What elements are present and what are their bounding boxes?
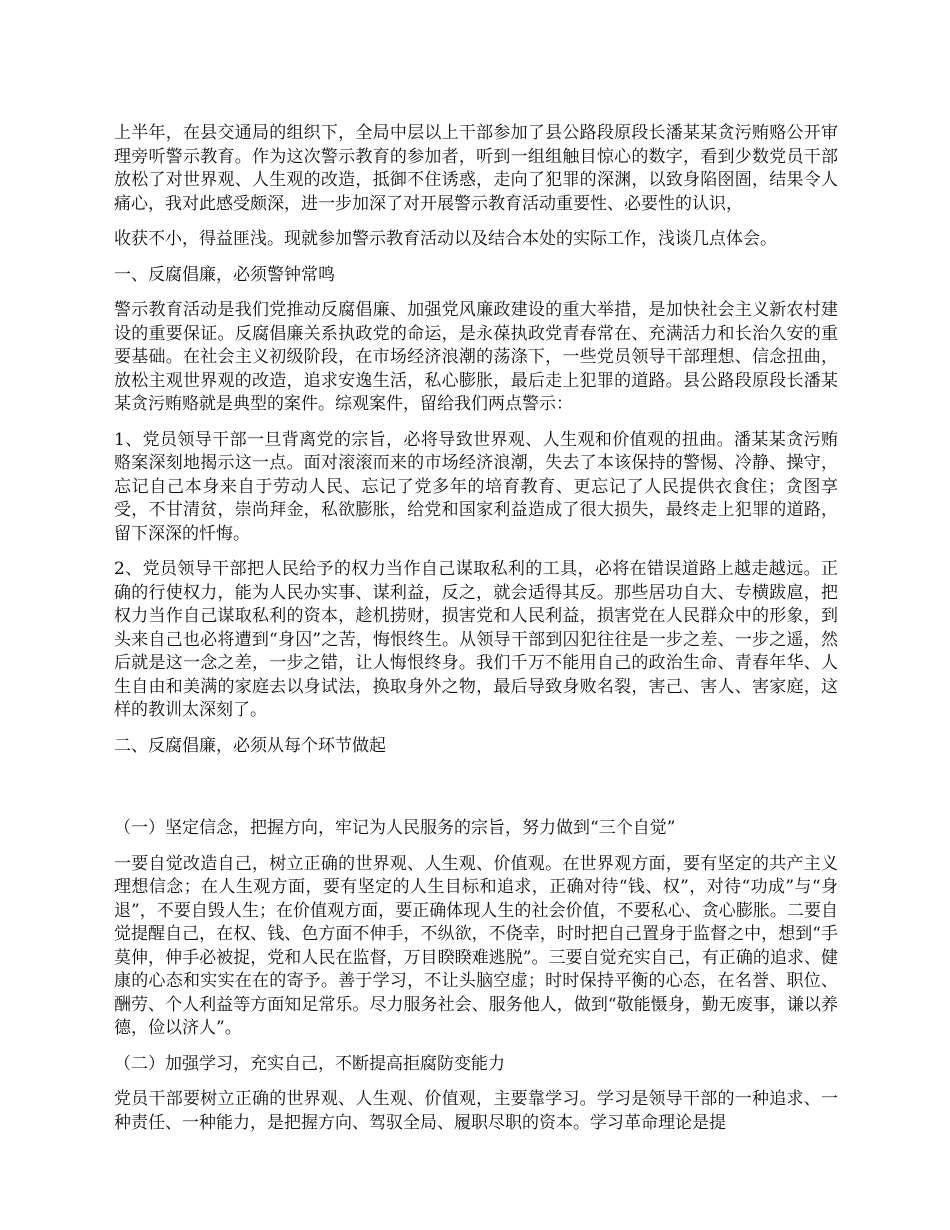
- blank-gap: [114, 770, 838, 817]
- intro-continuation: 收获不小，得益匪浅。现就参加警示教育活动以及结合本处的实际工作，浅谈几点体会。: [114, 229, 777, 249]
- subsection-heading-1: （一）坚定信念，把握方向，牢记为人民服务的宗旨，努力做到“三个自觉”: [114, 818, 676, 838]
- section-1-paragraph: 警示教育活动是我们党推动反腐倡廉、加强党风廉政建设的重大举措，是加快社会主义新农村建设的重要保证。反腐倡廉关系执政党的命运，是永葆执政党青春常在、充满活力和长治久安的重要基础。在社会主义初级阶段，在市场经济浪潮的荡涤下，一些党员领导干部理想、信念扭曲，放松主观世界观的改造，追求安逸生活，私心膨胀，最后走上犯罪的道路。县公路段原段长潘某某贪污贿赂就是典型的案件。综观案件，留给我们两点警示：: [114, 300, 838, 414]
- section-heading-2: 二、反腐倡廉，必须从每个环节做起: [114, 735, 386, 756]
- warning-point-2: 2、党员领导干部把人民给予的权力当作自己谋取私利的工具，必将在错误道路上越走越远。正确的行使权力，能为人民办实事、谋利益，反之，就会适得其反。那些居功自大、专横跋扈，把权力当作自己谋取私利的资本，趁机捞财，损害党和人民利益，损害党在人民群众中的形象，到头来自己也必将遭到“身囚”之苦，悔恨终生。从领导干部到囚犯往往是一步之差、一步之遥，然后就是这一念之差，一步之错，让人悔恨终身。我们千万不能用自己的政治生命、青春年华、人生自由和美满的家庭去以身试法，换取身外之物，最后导致身败名裂，害己、害人、害家庭，这样的教训太深刻了。: [114, 559, 838, 720]
- section-heading-1: 一、反腐倡廉，必须警钟常鸣: [114, 264, 335, 285]
- warning-point-1: 1、党员领导干部一旦背离党的宗旨，必将导致世界观、人生观和价值观的扭曲。潘某某贪污贿赂案深刻地揭示这一点。面对滚滚而来的市场经济浪潮，失去了本该保持的警惕、冷静、操守，忘记自己本身来自于劳动人民、忘记了党多年的培育教育、更忘记了人民提供衣食住；贪图享受，不甘清贫，崇尚拜金，私欲膨胀，给党和国家利益造成了很大损失，最终走上犯罪的道路，留下深深的忏悔。: [114, 429, 838, 544]
- subsection-1-paragraph: 一要自觉改造自己，树立正确的世界观、人生观、价值观。在世界观方面，要有坚定的共产主义理想信念；在人生观方面，要有坚定的人生目标和追求，正确对待“钱、权”，对待“功成”与“身退”，不要自毁人生；在价值观方面，要正确体现人生的社会价值，不要私心、贪心膨胀。二要自觉提醒自己，在权、钱、色方面不伸手，不纵欲，不侥幸，时时把自己置身于监督之中，想到“手莫伸，伸手必被捉，党和人民在监督，万目睽睽难逃脱”。三要自觉充实自己，有正确的追求、健康的心态和实实在在的寄予。善于学习，不让头脑空虚；时时保持平衡的心态，在名誉、职位、酬劳、个人利益等方面知足常乐。尽力服务社会、服务他人，做到“敬能慑身，勤无废事，谦以养德，俭以济人”。: [114, 853, 838, 1038]
- subsection-heading-2: （二）加强学习，充实自己，不断提高拒腐防变能力: [114, 1053, 505, 1074]
- intro-paragraph: 上半年，在县交通局的组织下，全局中层以上干部参加了县公路段原段长潘某某贪污贿赂公开审理旁听警示教育。作为这次警示教育的参加者，听到一组组触目惊心的数字，看到少数党员干部放松了对世界观、人生观的改造，抵御不住诱惑，走向了犯罪的深渊，以致身陷囹圄，结果令人痛心，我对此感受颇深，进一步加深了对开展警示教育活动重要性、必要性的认识，: [114, 123, 838, 214]
- subsection-2-paragraph: 党员干部要树立正确的世界观、人生观、价值观，主要靠学习。学习是领导干部的一种追求、一种责任、一种能力，是把握方向、驾驭全局、履职尽职的资本。学习革命理论是提: [114, 1089, 838, 1133]
- document-body: [114, 122, 838, 1147]
